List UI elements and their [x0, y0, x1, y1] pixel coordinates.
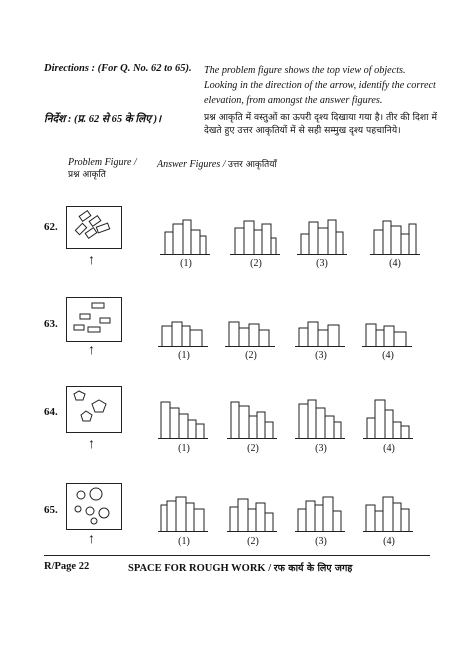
answer-figures-header-en: Answer Figures / [157, 159, 226, 170]
elevation-block [256, 503, 265, 532]
elevation-block [299, 328, 308, 347]
elevation-block [182, 326, 190, 347]
answer-figure-64-3[interactable] [295, 398, 347, 440]
elevation-block [393, 503, 401, 532]
answer-figure-65-3[interactable] [295, 495, 347, 533]
elevation-block [262, 224, 271, 255]
elevation-block [301, 234, 309, 255]
answer-figure-64-1[interactable] [158, 398, 210, 440]
elevation-block [179, 414, 188, 439]
question-number-62: 62. [44, 221, 58, 233]
elevation-block [385, 410, 393, 439]
elevation-block [230, 507, 238, 532]
top-view-block [89, 216, 101, 227]
view-direction-arrow-65: ↑ [88, 532, 95, 547]
top-view-block [79, 211, 91, 222]
pentagon-object [74, 391, 85, 400]
option-label: (4) [383, 536, 395, 547]
elevation-block [167, 501, 176, 532]
elevation-block [183, 220, 191, 255]
elevation-block [367, 418, 375, 439]
option-label: (2) [245, 350, 257, 361]
cylinder-object [75, 506, 81, 512]
answer-figure-65-4[interactable] [363, 495, 415, 533]
answer-figure-62-4[interactable] [370, 218, 422, 256]
elevation-block [318, 330, 328, 347]
problem-figure-frame [67, 298, 122, 342]
elevation-block [391, 226, 401, 255]
top-view-block [88, 327, 100, 332]
elevation-block [249, 324, 259, 347]
cylinder-object [90, 488, 102, 500]
elevation-block [249, 416, 257, 439]
cylinder-object [91, 518, 97, 524]
elevation-block [190, 330, 202, 347]
view-direction-arrow-64: ↑ [88, 437, 95, 452]
answer-figure-62-2[interactable] [230, 218, 282, 256]
footer-divider [44, 555, 430, 556]
elevation-block [308, 322, 318, 347]
elevation-block [316, 408, 325, 439]
cylinder-object [86, 507, 94, 515]
elevation-block [244, 221, 254, 255]
elevation-block [375, 400, 385, 439]
view-direction-arrow-62: ↑ [88, 253, 95, 268]
elevation-block [366, 505, 375, 532]
directions-hindi-label: निर्देश : (प्र. 62 से 65 के लिए )। [44, 114, 162, 125]
elevation-block [238, 499, 248, 532]
elevation-block [401, 426, 409, 439]
elevation-block [376, 330, 384, 347]
directions-hindi-text: प्रश्न आकृति में वस्तुओं का ऊपरी दृश्य दिखाया गया है। तीर की दिशा में देखते हुए उत्तर आकृतियों में से सही सम्मुख दृश्य पहचानिये। [204, 112, 437, 136]
elevation-block [170, 408, 179, 439]
answer-figures-header [157, 157, 277, 170]
top-view-block [96, 223, 109, 233]
option-label: (2) [247, 443, 259, 454]
elevation-block [259, 330, 269, 347]
top-view-block [100, 318, 110, 323]
answer-figure-63-3[interactable] [295, 316, 347, 348]
problem-figure-header-en: Problem Figure / [68, 157, 137, 168]
elevation-block [235, 228, 244, 255]
directions-label: Directions : (For Q. No. 62 to 65). [44, 63, 192, 74]
option-label: (4) [382, 350, 394, 361]
elevation-block [393, 422, 401, 439]
page-number: R/Page 22 [44, 561, 90, 572]
elevation-block [383, 497, 393, 532]
elevation-block [172, 322, 182, 347]
top-view-block [74, 325, 84, 330]
elevation-block [333, 511, 341, 532]
option-label: (1) [178, 350, 190, 361]
option-label: (3) [315, 536, 327, 547]
answer-figure-62-1[interactable] [160, 218, 212, 256]
elevation-block [328, 220, 336, 255]
pentagon-object [81, 411, 92, 421]
elevation-block [318, 228, 328, 255]
elevation-block [374, 230, 383, 255]
option-label: (1) [178, 443, 190, 454]
elevation-block [248, 509, 256, 532]
answer-figure-64-2[interactable] [227, 398, 279, 440]
elevation-block [315, 505, 323, 532]
elevation-block [334, 422, 341, 439]
answer-figures-header-hi: उत्तर आकृतियाँ [228, 160, 277, 170]
elevation-block [366, 324, 376, 347]
elevation-block [308, 400, 316, 439]
option-label: (3) [316, 258, 328, 269]
option-label: (4) [389, 258, 401, 269]
cylinder-object [77, 491, 85, 499]
elevation-block [257, 412, 265, 439]
option-label: (4) [383, 443, 395, 454]
elevation-block [162, 326, 172, 347]
top-view-block [92, 303, 104, 308]
option-label: (3) [315, 350, 327, 361]
pentagon-object [92, 400, 106, 412]
elevation-block [188, 420, 196, 439]
elevation-block [194, 509, 204, 532]
elevation-block [200, 236, 206, 255]
elevation-block [161, 505, 167, 532]
elevation-block [265, 513, 273, 532]
answer-figure-62-3[interactable] [297, 218, 349, 256]
elevation-block [328, 325, 339, 347]
question-number-65: 65. [44, 504, 58, 516]
elevation-block [309, 222, 318, 255]
elevation-block [383, 221, 391, 255]
elevation-block [375, 511, 383, 532]
option-label: (2) [250, 258, 262, 269]
question-number-64: 64. [44, 406, 58, 418]
elevation-block [176, 497, 186, 532]
problem-figure-frame [67, 207, 122, 249]
elevation-block [165, 232, 173, 255]
elevation-block [401, 509, 409, 532]
answer-figure-65-2[interactable] [227, 495, 279, 533]
elevation-block [394, 332, 406, 347]
elevation-block [271, 238, 276, 255]
elevation-block [239, 328, 249, 347]
option-label: (2) [247, 536, 259, 547]
elevation-block [299, 404, 308, 439]
rough-work-label [128, 561, 352, 574]
elevation-block [254, 230, 262, 255]
elevation-block [231, 402, 239, 439]
elevation-block [384, 326, 394, 347]
elevation-block [173, 224, 183, 255]
question-number-63: 63. [44, 318, 58, 330]
elevation-block [401, 234, 409, 255]
elevation-block [186, 503, 194, 532]
option-label: (1) [180, 258, 192, 269]
elevation-block [325, 416, 334, 439]
elevation-block [323, 497, 333, 532]
answer-figure-63-2[interactable] [225, 316, 277, 348]
elevation-block [265, 422, 273, 439]
problem-figure-header-hi: प्रश्न आकृति [68, 170, 106, 180]
elevation-block [409, 224, 416, 255]
elevation-block [298, 509, 306, 532]
problem-figure-header [68, 157, 137, 181]
answer-figure-63-4[interactable] [362, 316, 414, 348]
top-view-block [80, 314, 90, 319]
elevation-block [161, 402, 170, 439]
elevation-block [239, 406, 249, 439]
elevation-block [196, 424, 204, 439]
rough-work-label-hi: रफ कार्य के लिए जगह [273, 563, 353, 574]
directions-text: The problem figure shows the top view of objects. Looking in the direction of the arrow, identify the correct elevation, from amongst the answer figures. [204, 65, 436, 106]
elevation-block [229, 322, 239, 347]
problem-figure-frame [67, 484, 122, 530]
top-view-block [85, 228, 97, 239]
view-direction-arrow-63: ↑ [88, 343, 95, 358]
option-label: (3) [315, 443, 327, 454]
cylinder-object [99, 508, 109, 518]
answer-figure-64-4[interactable] [363, 398, 415, 440]
elevation-block [306, 501, 315, 532]
option-label: (1) [178, 536, 190, 547]
answer-figure-65-1[interactable] [158, 495, 210, 533]
rough-work-label-en: SPACE FOR ROUGH WORK / [128, 563, 272, 574]
elevation-block [336, 232, 343, 255]
answer-figure-63-1[interactable] [158, 316, 210, 348]
elevation-block [191, 230, 200, 255]
